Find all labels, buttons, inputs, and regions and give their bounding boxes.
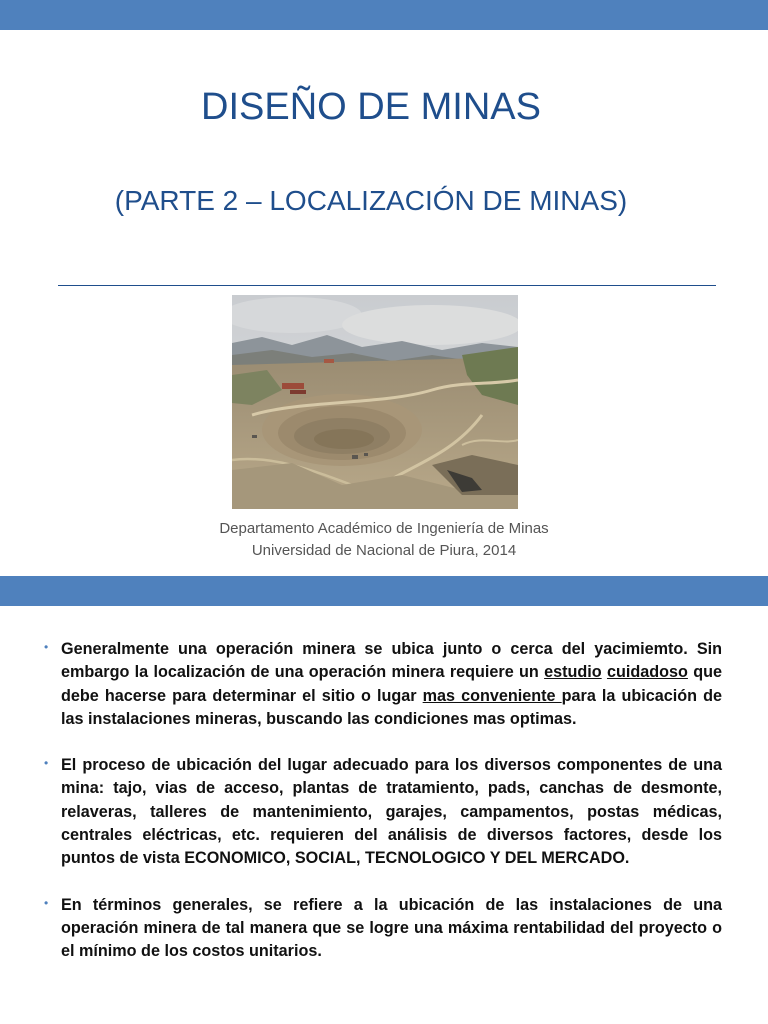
- department-name: Departamento Académico de Ingeniería de Minas: [219, 520, 549, 537]
- bullet-dot-icon: •: [44, 756, 49, 771]
- underlined-word: cuidadoso: [606, 663, 688, 682]
- bullet-dot-icon: •: [44, 640, 49, 654]
- bullet-item: [44, 638, 722, 731]
- slide-subtitle: (PARTE 2 – LOCALIZACIÓN DE MINAS): [114, 185, 628, 216]
- bullet-dot-icon: •: [44, 895, 49, 910]
- content-slide: [0, 576, 768, 1024]
- department-credit: [0, 518, 768, 562]
- slide-top-bar: [0, 576, 768, 606]
- bullet-text-part: Generalmente una operación minera se ubica junto o cerca del yacimiemto. Sin embargo la localización de una operación minera requiere un: [61, 640, 722, 682]
- bullet-item: [44, 754, 722, 870]
- bullet-text: En términos generales, se refiere a la ubicación de las instalaciones de una operación minera de tal manera que se logre una máxima rentabilidad del proyecto o el mínimo de los costos unitarios.: [61, 895, 722, 961]
- title-divider: [58, 285, 716, 286]
- bullet-text-part: para la ubicación de las instalaciones mineras, buscando las condiciones mas optimas.: [61, 686, 722, 728]
- underlined-word: mas conveniente: [422, 686, 562, 705]
- bullet-item: [44, 894, 722, 964]
- mine-photo: [232, 295, 518, 509]
- slide-top-bar: [0, 0, 768, 30]
- university-name: Universidad de Nacional de Piura, 2014: [251, 542, 517, 559]
- bullet-text-part: que debe hacerse para determinar el sitio o lugar: [61, 663, 723, 705]
- bullet-text: [61, 638, 722, 731]
- slide-title: DISEÑO DE MINAS: [201, 86, 541, 128]
- bullet-list: [44, 638, 722, 987]
- bullet-text: El proceso de ubicación del lugar adecuado para los diversos componentes de una mina: tajo, vias de acceso, plantas de tratamiento, pads, canchas de desmonte, relaveras, talleres de mantenimiento, garajes, campamentos, postas médicas, centrales eléctricas, etc. requieren del análisis de diversos factores, desde los puntos de vista ECONOMICO, SOCIAL, TECNOLOGICO Y DEL MERCADO.: [61, 756, 722, 868]
- underlined-word: estudio: [544, 663, 602, 682]
